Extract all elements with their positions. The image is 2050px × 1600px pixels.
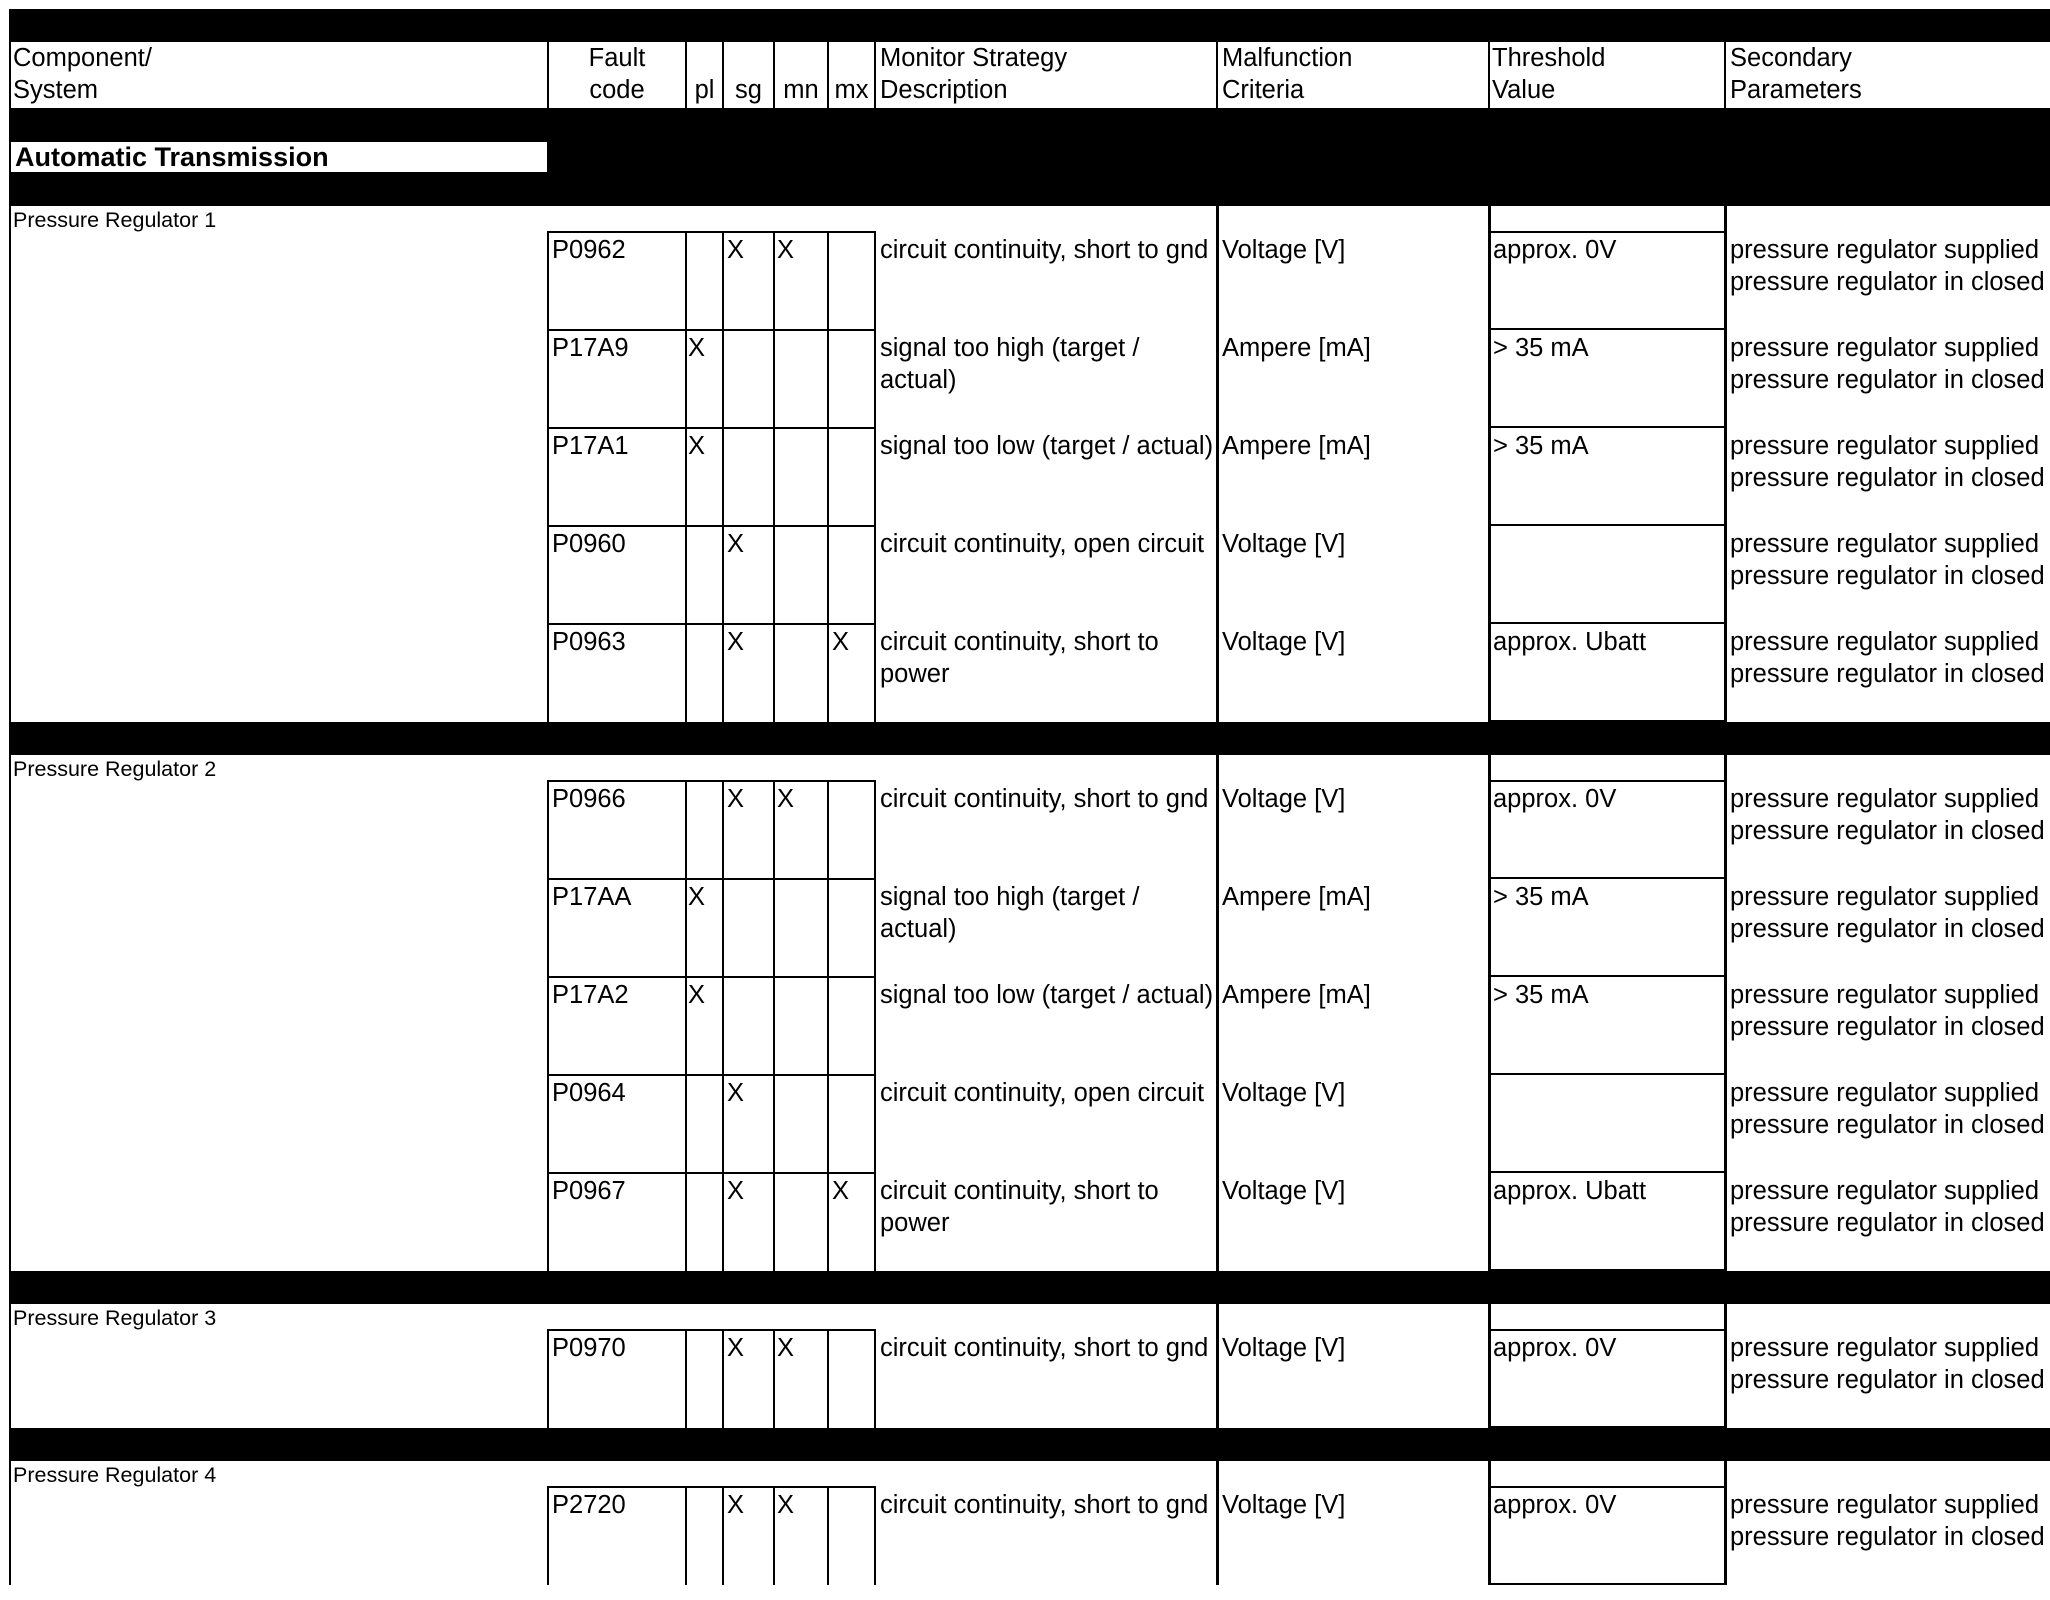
secondary-line: pressure regulator supplied: [1730, 236, 2040, 264]
header-sg: sg: [735, 76, 762, 104]
flag-pl: X: [688, 334, 706, 362]
malfunction-criteria: Voltage [V]: [1222, 1177, 1346, 1205]
col-divider: [1488, 1461, 1491, 1585]
fault-code: P0963: [552, 628, 626, 656]
secondary-line: pressure regulator supplied: [1730, 1079, 2040, 1107]
monitor-description: [880, 528, 1204, 560]
description-line: signal too low (target / actual): [880, 432, 1214, 460]
secondary-line: pressure regulator in closed: [1730, 562, 2045, 590]
top-band: [9, 9, 2050, 42]
secondary-line: pressure regulator supplied: [1730, 334, 2040, 362]
code-col-divider: [773, 1330, 775, 1428]
monitor-description: [880, 1175, 1159, 1239]
row-line: [547, 878, 876, 880]
group-separator-band: [9, 1271, 2050, 1304]
malfunction-criteria: Voltage [V]: [1222, 628, 1346, 656]
threshold-row-line: [1488, 877, 1726, 879]
secondary-line: pressure regulator supplied: [1730, 981, 2040, 1009]
secondary-line: pressure regulator in closed: [1730, 1209, 2045, 1237]
code-col-divider: [874, 1330, 876, 1428]
secondary-parameters: [1730, 626, 2050, 690]
flag-pl: X: [688, 981, 706, 1009]
code-col-divider: [773, 1487, 775, 1585]
fault-code: P0960: [552, 530, 626, 558]
header-fault-code: Fault code: [588, 44, 646, 104]
group-separator-band: [9, 722, 2050, 755]
header-mx: mx: [834, 76, 869, 104]
fault-code: P17AA: [552, 883, 632, 911]
threshold-value: > 35 mA: [1493, 883, 1589, 911]
code-col-divider: [547, 1487, 549, 1585]
secondary-parameters: [1730, 1077, 2050, 1141]
threshold-top-line: [1488, 1486, 1726, 1488]
threshold-row-line: [1488, 622, 1726, 624]
row-line: [547, 1172, 876, 1174]
monitor-description: [880, 1077, 1204, 1109]
secondary-line: pressure regulator supplied: [1730, 530, 2040, 558]
fault-code: P17A9: [552, 334, 629, 362]
description-line: circuit continuity, short to: [880, 628, 1159, 656]
threshold-value: approx. Ubatt: [1493, 628, 1647, 656]
flag-sg: X: [727, 530, 745, 558]
header-pl: pl: [694, 76, 715, 104]
row-line: [547, 1329, 876, 1331]
secondary-parameters: [1730, 332, 2050, 396]
monitor-description: [880, 430, 1213, 462]
fault-code: P17A1: [552, 432, 629, 460]
malfunction-criteria: Ampere [mA]: [1222, 334, 1371, 362]
description-line: actual): [880, 915, 957, 943]
description-line: signal too high (target /: [880, 334, 1140, 362]
flag-sg: X: [727, 785, 745, 813]
monitor-description: [880, 234, 1208, 266]
secondary-line: pressure regulator in closed: [1730, 660, 2045, 688]
threshold-row-line: [1488, 524, 1726, 526]
threshold-value: > 35 mA: [1493, 981, 1589, 1009]
description-line: power: [880, 660, 950, 688]
row-line: [547, 231, 876, 233]
header-secondary-parameters: Secondary Parameters: [1730, 44, 1862, 104]
flag-mn: X: [777, 1334, 795, 1362]
fault-code: P0964: [552, 1079, 626, 1107]
code-col-divider: [827, 1330, 829, 1428]
header-left-border: [9, 42, 11, 108]
secondary-line: pressure regulator supplied: [1730, 628, 2040, 656]
code-col-divider: [547, 781, 549, 1271]
malfunction-criteria: Ampere [mA]: [1222, 883, 1371, 911]
threshold-value: approx. 0V: [1493, 1334, 1617, 1362]
flag-sg: X: [727, 1491, 745, 1519]
secondary-parameters: [1730, 1489, 2050, 1553]
col-divider: [1724, 206, 1727, 722]
row-line: [547, 1486, 876, 1488]
flag-pl: X: [688, 432, 706, 460]
group-left-border: [9, 755, 11, 1271]
secondary-line: pressure regulator in closed: [1730, 1111, 2045, 1139]
threshold-row-line: [1488, 328, 1726, 330]
fault-code: P17A2: [552, 981, 629, 1009]
component-name: Pressure Regulator 4: [13, 1463, 217, 1487]
description-line: circuit continuity, short to gnd: [880, 1491, 1209, 1519]
flag-mx: X: [832, 628, 850, 656]
threshold-row-line: [1488, 1171, 1726, 1173]
code-col-divider: [722, 1330, 724, 1428]
malfunction-criteria: Ampere [mA]: [1222, 432, 1371, 460]
secondary-line: pressure regulator in closed: [1730, 464, 2045, 492]
secondary-line: pressure regulator in closed: [1730, 366, 2045, 394]
code-col-divider: [874, 232, 876, 722]
secondary-line: pressure regulator in closed: [1730, 915, 2045, 943]
secondary-line: pressure regulator in closed: [1730, 268, 2045, 296]
malfunction-criteria: Voltage [V]: [1222, 1334, 1346, 1362]
malfunction-criteria: Voltage [V]: [1222, 236, 1346, 264]
secondary-line: pressure regulator in closed: [1730, 1523, 2045, 1551]
threshold-value: > 35 mA: [1493, 334, 1589, 362]
description-line: circuit continuity, short to: [880, 1177, 1159, 1205]
secondary-line: pressure regulator in closed: [1730, 1013, 2045, 1041]
description-line: power: [880, 1209, 950, 1237]
malfunction-criteria: Voltage [V]: [1222, 785, 1346, 813]
flag-sg: X: [727, 1334, 745, 1362]
secondary-line: pressure regulator supplied: [1730, 1491, 2040, 1519]
flag-sg: X: [727, 1177, 745, 1205]
col-divider: [1724, 755, 1727, 1271]
group-left-border: [9, 1461, 11, 1585]
flag-sg: X: [727, 236, 745, 264]
code-col-divider: [773, 232, 775, 722]
col-divider: [1216, 206, 1219, 722]
header-component: Component/ System: [13, 44, 152, 104]
header-divider: [1488, 42, 1490, 108]
header-malfunction-criteria: Malfunction Criteria: [1222, 44, 1353, 104]
monitor-description: [880, 626, 1159, 690]
header-monitor-strategy: Monitor Strategy Description: [880, 44, 1068, 104]
flag-sg: X: [727, 628, 745, 656]
row-line: [547, 1074, 876, 1076]
group-left-border: [9, 1304, 11, 1428]
malfunction-criteria: Voltage [V]: [1222, 1079, 1346, 1107]
fault-code: P0966: [552, 785, 626, 813]
component-name: Pressure Regulator 1: [13, 208, 217, 232]
flag-mn: X: [777, 785, 795, 813]
threshold-row-line: [1488, 1583, 1726, 1585]
threshold-value: approx. 0V: [1493, 236, 1617, 264]
flag-mn: X: [777, 236, 795, 264]
fault-code: P2720: [552, 1491, 626, 1519]
description-line: circuit continuity, short to gnd: [880, 785, 1209, 813]
monitor-description: [880, 1489, 1208, 1521]
col-divider: [1216, 1461, 1219, 1585]
code-col-divider: [874, 1487, 876, 1585]
threshold-value: > 35 mA: [1493, 432, 1589, 460]
secondary-parameters: [1730, 881, 2050, 945]
code-col-divider: [685, 781, 687, 1271]
threshold-row-line: [1488, 975, 1726, 977]
component-name: Pressure Regulator 2: [13, 757, 217, 781]
flag-mx: X: [832, 1177, 850, 1205]
col-divider: [1724, 1461, 1727, 1585]
monitor-description: [880, 783, 1208, 815]
header-mn: mn: [783, 76, 819, 104]
fault-code: P0962: [552, 236, 626, 264]
secondary-parameters: [1730, 1175, 2050, 1239]
threshold-top-line: [1488, 1329, 1726, 1331]
group-left-border: [9, 206, 11, 722]
description-line: circuit continuity, short to gnd: [880, 1334, 1209, 1362]
secondary-line: pressure regulator in closed: [1730, 817, 2045, 845]
code-col-divider: [722, 781, 724, 1271]
malfunction-criteria: Ampere [mA]: [1222, 981, 1371, 1009]
secondary-line: pressure regulator supplied: [1730, 785, 2040, 813]
malfunction-criteria: Voltage [V]: [1222, 530, 1346, 558]
row-line: [547, 976, 876, 978]
section-title: Automatic Transmission: [11, 142, 547, 172]
header-divider: [874, 42, 876, 108]
secondary-parameters: [1730, 979, 2050, 1043]
col-divider: [1488, 1304, 1491, 1428]
description-line: signal too low (target / actual): [880, 981, 1214, 1009]
threshold-top-line: [1488, 231, 1726, 233]
component-name: Pressure Regulator 3: [13, 1306, 217, 1330]
code-col-divider: [827, 1487, 829, 1585]
row-line: [547, 525, 876, 527]
col-divider: [1724, 1304, 1727, 1428]
monitor-description: [880, 881, 1139, 945]
code-col-divider: [827, 781, 829, 1271]
secondary-parameters: [1730, 528, 2050, 592]
secondary-parameters: [1730, 234, 2050, 298]
code-col-divider: [685, 1487, 687, 1585]
row-line: [547, 427, 876, 429]
monitor-description: [880, 1332, 1208, 1364]
col-divider: [1488, 206, 1491, 722]
secondary-line: pressure regulator supplied: [1730, 883, 2040, 911]
col-divider: [1216, 755, 1219, 1271]
threshold-value: approx. 0V: [1493, 785, 1617, 813]
code-col-divider: [773, 781, 775, 1271]
threshold-row-line: [1488, 1073, 1726, 1075]
row-line: [547, 329, 876, 331]
threshold-row-line: [1488, 426, 1726, 428]
secondary-parameters: [1730, 1332, 2050, 1396]
secondary-line: pressure regulator supplied: [1730, 432, 2040, 460]
monitor-description: [880, 332, 1139, 396]
code-col-divider: [685, 232, 687, 722]
secondary-parameters: [1730, 430, 2050, 494]
header-divider: [1216, 42, 1218, 108]
secondary-parameters: [1730, 783, 2050, 847]
malfunction-criteria: Voltage [V]: [1222, 1491, 1346, 1519]
description-line: signal too high (target /: [880, 883, 1140, 911]
code-col-divider: [547, 1330, 549, 1428]
description-line: circuit continuity, open circuit: [880, 530, 1205, 558]
code-col-divider: [722, 232, 724, 722]
secondary-line: pressure regulator supplied: [1730, 1334, 2040, 1362]
group-separator-band: [9, 1428, 2050, 1461]
description-line: actual): [880, 366, 957, 394]
row-line: [547, 623, 876, 625]
secondary-line: pressure regulator supplied: [1730, 1177, 2040, 1205]
code-col-divider: [874, 781, 876, 1271]
description-line: circuit continuity, short to gnd: [880, 236, 1209, 264]
col-divider: [1488, 755, 1491, 1271]
flag-sg: X: [727, 1079, 745, 1107]
flag-pl: X: [688, 883, 706, 911]
threshold-value: approx. 0V: [1493, 1491, 1617, 1519]
secondary-line: pressure regulator in closed: [1730, 1366, 2045, 1394]
fault-code: P0970: [552, 1334, 626, 1362]
fault-code: P0967: [552, 1177, 626, 1205]
code-col-divider: [827, 232, 829, 722]
row-line: [547, 780, 876, 782]
code-col-divider: [685, 1330, 687, 1428]
header-divider: [1724, 42, 1726, 108]
threshold-value: approx. Ubatt: [1493, 1177, 1647, 1205]
threshold-top-line: [1488, 780, 1726, 782]
col-divider: [1216, 1304, 1219, 1428]
flag-mn: X: [777, 1491, 795, 1519]
header-threshold-value: Threshold Value: [1492, 44, 1606, 104]
monitor-description: [880, 979, 1213, 1011]
description-line: circuit continuity, open circuit: [880, 1079, 1205, 1107]
code-col-divider: [547, 232, 549, 722]
code-col-divider: [722, 1487, 724, 1585]
